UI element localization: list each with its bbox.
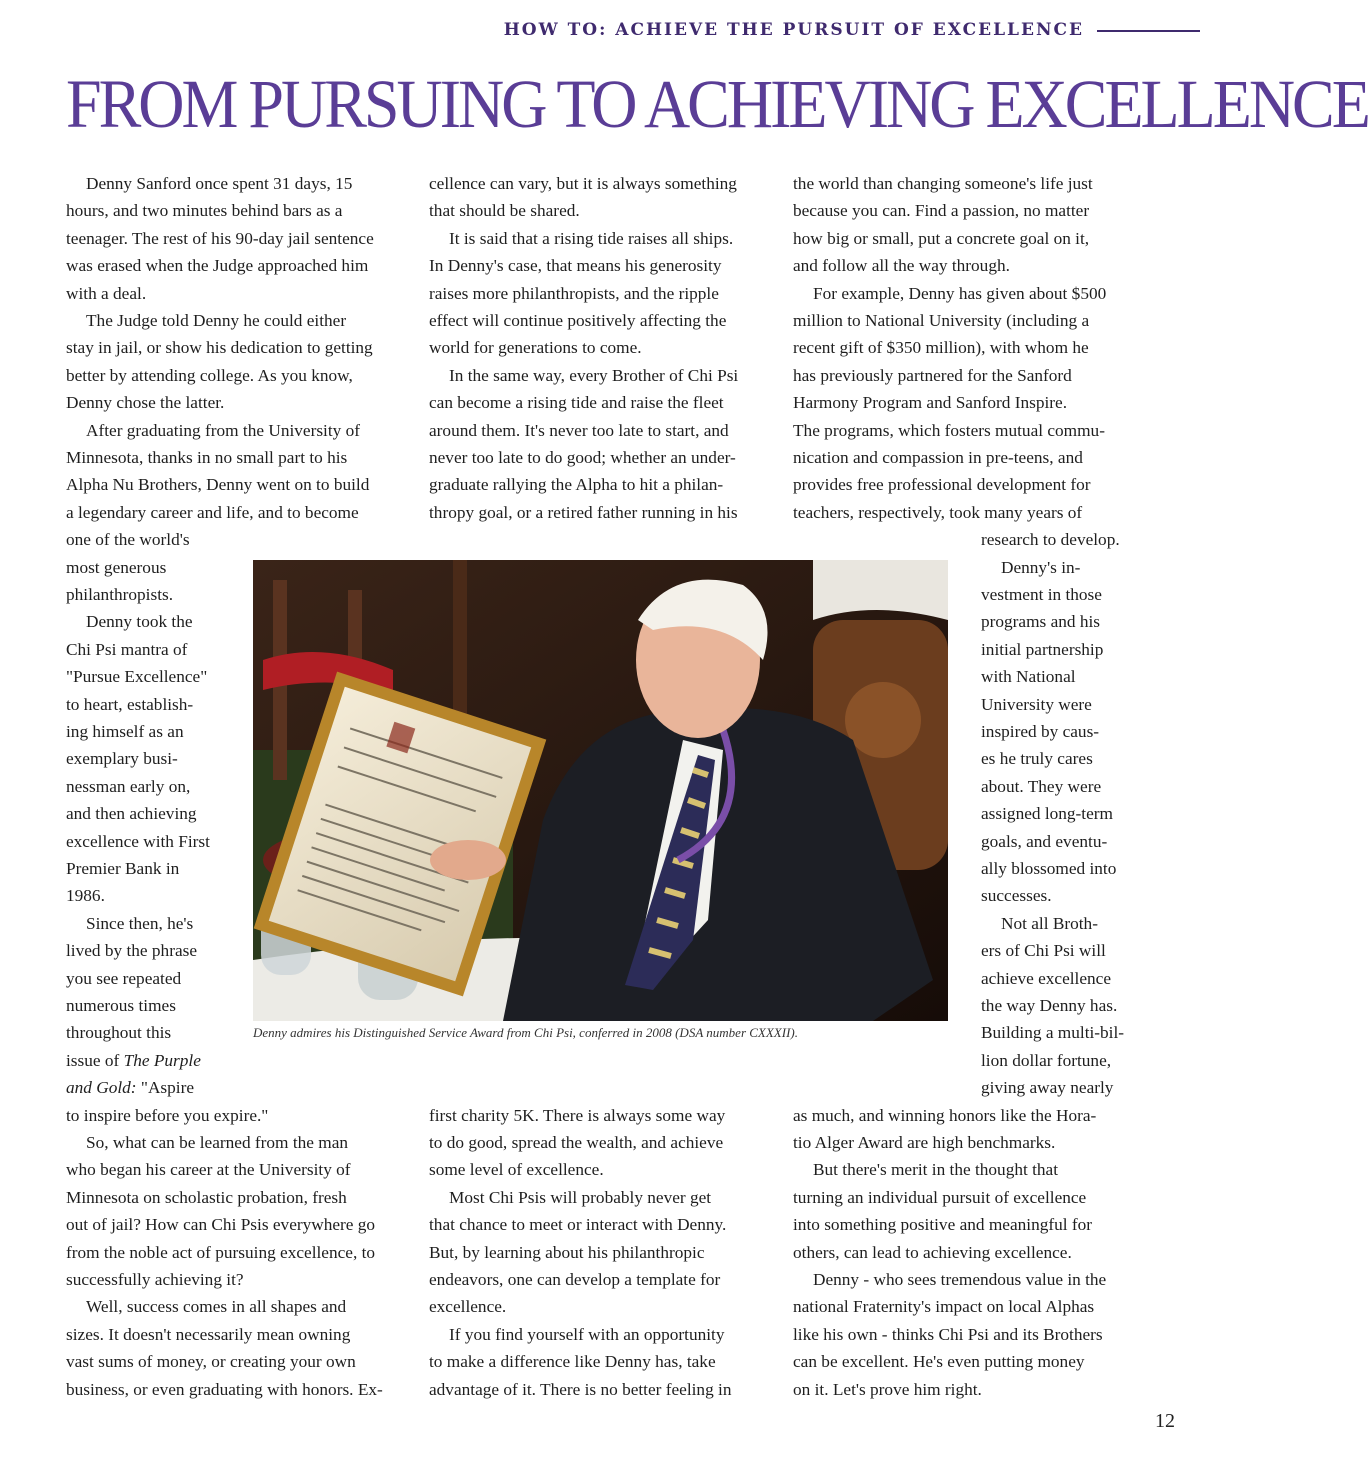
text-line: most generous bbox=[66, 557, 167, 577]
text-line: nication and compassion in pre-teens, and bbox=[793, 448, 1083, 467]
text-line: one of the world's bbox=[66, 530, 190, 550]
text-line: The programs, which fosters mutual commu- bbox=[793, 420, 1105, 440]
text-line: Premier Bank in bbox=[66, 859, 180, 878]
text-line: endeavors, one can develop a template for bbox=[429, 1270, 721, 1289]
text-line: and then achieving bbox=[66, 804, 197, 824]
text-line: Harmony Program and Sanford Inspire. bbox=[793, 393, 1068, 413]
text-line: research to develop. bbox=[981, 530, 1120, 550]
text-line: the world than changing someone's life just bbox=[793, 174, 1093, 193]
text-line: Denny's in- bbox=[1001, 557, 1081, 577]
text-line: sizes. It doesn't necessarily mean owning bbox=[66, 1324, 351, 1344]
text-line: achieve excellence bbox=[981, 968, 1111, 988]
text-line: If you find yourself with an opportunity bbox=[449, 1324, 725, 1344]
text-line: nessman early on, bbox=[66, 776, 191, 796]
text-line: But there's merit in the thought that bbox=[813, 1160, 1059, 1180]
text-line: stay in jail, or show his dedication to getting bbox=[66, 338, 373, 358]
text-line: successfully achieving it? bbox=[66, 1270, 244, 1289]
text-line: Denny chose the latter. bbox=[66, 393, 225, 413]
text-line: assigned long-term bbox=[981, 804, 1113, 824]
text-line: a legendary career and life, and to become bbox=[66, 502, 359, 522]
text-line: better by attending college. As you know, bbox=[66, 365, 353, 385]
text-line: Denny - who sees tremendous value in the bbox=[813, 1270, 1107, 1289]
text-line: lion dollar fortune, bbox=[981, 1050, 1112, 1070]
text-line: University were bbox=[981, 694, 1092, 714]
kicker-rule bbox=[1097, 30, 1200, 32]
text-line: In the same way, every Brother of Chi Psi bbox=[449, 365, 739, 385]
text-line: to inspire before you expire." bbox=[66, 1105, 269, 1125]
text-line: national Fraternity's impact on local Alphas bbox=[793, 1297, 1095, 1317]
text-line: numerous times bbox=[66, 996, 176, 1015]
text-line: turning an individual pursuit of excellence bbox=[793, 1187, 1087, 1207]
text-line: So, what can be learned from the man bbox=[86, 1133, 349, 1152]
text-line: on it. Let's prove him right. bbox=[793, 1379, 982, 1399]
text-line: excellence. bbox=[429, 1297, 507, 1317]
text-line: into something positive and meaningful for bbox=[793, 1215, 1093, 1235]
article-headline: FROM PURSUING TO ACHIEVING EXCELLENCE bbox=[66, 66, 1368, 142]
text-line: Since then, he's bbox=[86, 913, 194, 933]
text-line: Denny took the bbox=[86, 612, 193, 632]
text-run: "Aspire bbox=[140, 1078, 195, 1098]
text-line: For example, Denny has given about $500 bbox=[813, 283, 1107, 303]
text-line: Minnesota, thanks in no small part to his bbox=[66, 448, 348, 467]
text-line: world for generations to come. bbox=[429, 338, 642, 358]
text-line: tio Alger Award are high benchmarks. bbox=[793, 1133, 1056, 1152]
text-line: some level of excellence. bbox=[429, 1160, 604, 1180]
text-line: as much, and winning honors like the Hora- bbox=[793, 1105, 1097, 1125]
section-kicker: HOW TO: ACHIEVE THE PURSUIT OF EXCELLENCE bbox=[503, 20, 1084, 40]
text-line: around them. It's never too late to start, and bbox=[429, 420, 729, 440]
text-line: It is said that a rising tide raises all ships. bbox=[449, 228, 734, 248]
text-line: Denny Sanford once spent 31 days, 15 bbox=[86, 174, 353, 193]
text-line: thropy goal, or a retired father running in his bbox=[429, 502, 738, 522]
text-line: advantage of it. There is no better feeling in bbox=[429, 1379, 732, 1399]
text-line: 1986. bbox=[66, 886, 105, 906]
text-line: with a deal. bbox=[66, 283, 147, 303]
text-line: philanthropists. bbox=[66, 585, 174, 604]
text-line: In Denny's case, that means his generosity bbox=[429, 256, 722, 276]
text-line: never too late to do good; whether an under- bbox=[429, 448, 736, 467]
text-line: But, by learning about his philanthropic bbox=[429, 1242, 705, 1262]
text-line: you see repeated bbox=[66, 968, 182, 988]
text-line: has previously partnered for the Sanford bbox=[793, 365, 1072, 385]
text-line: who began his career at the University of bbox=[66, 1160, 351, 1180]
text-line: million to National University (including a bbox=[793, 311, 1090, 330]
text-line bbox=[66, 1074, 194, 1101]
text-line: teachers, respectively, took many years of bbox=[793, 502, 1083, 522]
text-line: ally blossomed into bbox=[981, 859, 1117, 878]
text-line: inspired by caus- bbox=[981, 722, 1100, 741]
text-line: vast sums of money, or creating your own bbox=[66, 1352, 356, 1372]
text-line: that should be shared. bbox=[429, 201, 580, 221]
text-line: hours, and two minutes behind bars as a bbox=[66, 201, 343, 221]
text-line: graduate rallying the Alpha to hit a philan- bbox=[429, 475, 724, 495]
text-line: Alpha Nu Brothers, Denny went on to build bbox=[66, 475, 370, 495]
text-line: from the noble act of pursuing excellence, to bbox=[66, 1242, 376, 1262]
text-line: successes. bbox=[981, 886, 1052, 906]
text-line: Chi Psi mantra of bbox=[66, 639, 188, 659]
text-line: vestment in those bbox=[981, 585, 1102, 604]
text-line: teenager. The rest of his 90-day jail sentence bbox=[66, 228, 374, 248]
text-line: throughout this bbox=[66, 1023, 172, 1043]
page-number: 12 bbox=[1155, 1410, 1175, 1432]
text-line: Minnesota on scholastic probation, fresh bbox=[66, 1187, 347, 1207]
publication-title: and Gold: bbox=[66, 1078, 137, 1098]
text-line: because you can. Find a passion, no matter bbox=[793, 201, 1090, 221]
text-line bbox=[66, 1047, 201, 1074]
photo-caption: Denny admires his Distinguished Service Award from Chi Psi, conferred in 2008 (DSA number CXXXII). bbox=[253, 1025, 798, 1040]
text-line: Well, success comes in all shapes and bbox=[86, 1297, 347, 1317]
text-line: programs and his bbox=[981, 612, 1101, 632]
text-line: raises more philanthropists, and the ripple bbox=[429, 283, 719, 303]
text-line: provides free professional development for bbox=[793, 475, 1091, 495]
text-line: Most Chi Psis will probably never get bbox=[449, 1187, 712, 1207]
text-line: about. They were bbox=[981, 776, 1102, 796]
text-line: and follow all the way through. bbox=[793, 256, 1010, 276]
text-line: others, can lead to achieving excellence. bbox=[793, 1242, 1072, 1262]
text-run: issue of bbox=[66, 1050, 120, 1070]
text-line: the way Denny has. bbox=[981, 996, 1118, 1015]
text-line: was erased when the Judge approached him bbox=[66, 256, 369, 276]
text-line: business, or even graduating with honors. Ex- bbox=[66, 1379, 383, 1399]
text-line: Not all Broth- bbox=[1001, 913, 1098, 933]
text-line: exemplary busi- bbox=[66, 749, 178, 769]
text-line: After graduating from the University of bbox=[86, 420, 361, 440]
text-line: first charity 5K. There is always some way bbox=[429, 1105, 726, 1125]
article-photo bbox=[253, 560, 948, 1021]
text-line: Building a multi-bil- bbox=[981, 1023, 1125, 1043]
text-line: out of jail? How can Chi Psis everywhere go bbox=[66, 1215, 376, 1235]
text-line: lived by the phrase bbox=[66, 941, 198, 961]
text-line: initial partnership bbox=[981, 639, 1104, 659]
text-line: how big or small, put a concrete goal on it, bbox=[793, 228, 1090, 248]
text-line: "Pursue Excellence" bbox=[66, 667, 208, 687]
text-line: like his own - thinks Chi Psi and its Brothers bbox=[793, 1324, 1103, 1344]
text-line: The Judge told Denny he could either bbox=[86, 311, 347, 330]
publication-title: The Purple bbox=[123, 1050, 201, 1070]
text-line: effect will continue positively affecting the bbox=[429, 311, 727, 330]
text-line: cellence can vary, but it is always something bbox=[429, 174, 737, 193]
text-line: es he truly cares bbox=[981, 749, 1093, 769]
text-line: recent gift of $350 million), with whom he bbox=[793, 338, 1089, 358]
text-line: with National bbox=[981, 667, 1076, 687]
text-line: giving away nearly bbox=[981, 1078, 1114, 1098]
text-line: to do good, spread the wealth, and achieve bbox=[429, 1133, 724, 1152]
text-line: goals, and eventu- bbox=[981, 831, 1108, 851]
text-line: to make a difference like Denny has, take bbox=[429, 1352, 716, 1372]
text-line: ers of Chi Psi will bbox=[981, 941, 1106, 961]
text-line: can be excellent. He's even putting money bbox=[793, 1352, 1085, 1372]
text-line: ing himself as an bbox=[66, 722, 184, 741]
text-line: to heart, establish- bbox=[66, 694, 194, 714]
text-line: that chance to meet or interact with Denny. bbox=[429, 1215, 727, 1235]
text-line: excellence with First bbox=[66, 831, 210, 851]
text-line: can become a rising tide and raise the fleet bbox=[429, 393, 724, 413]
